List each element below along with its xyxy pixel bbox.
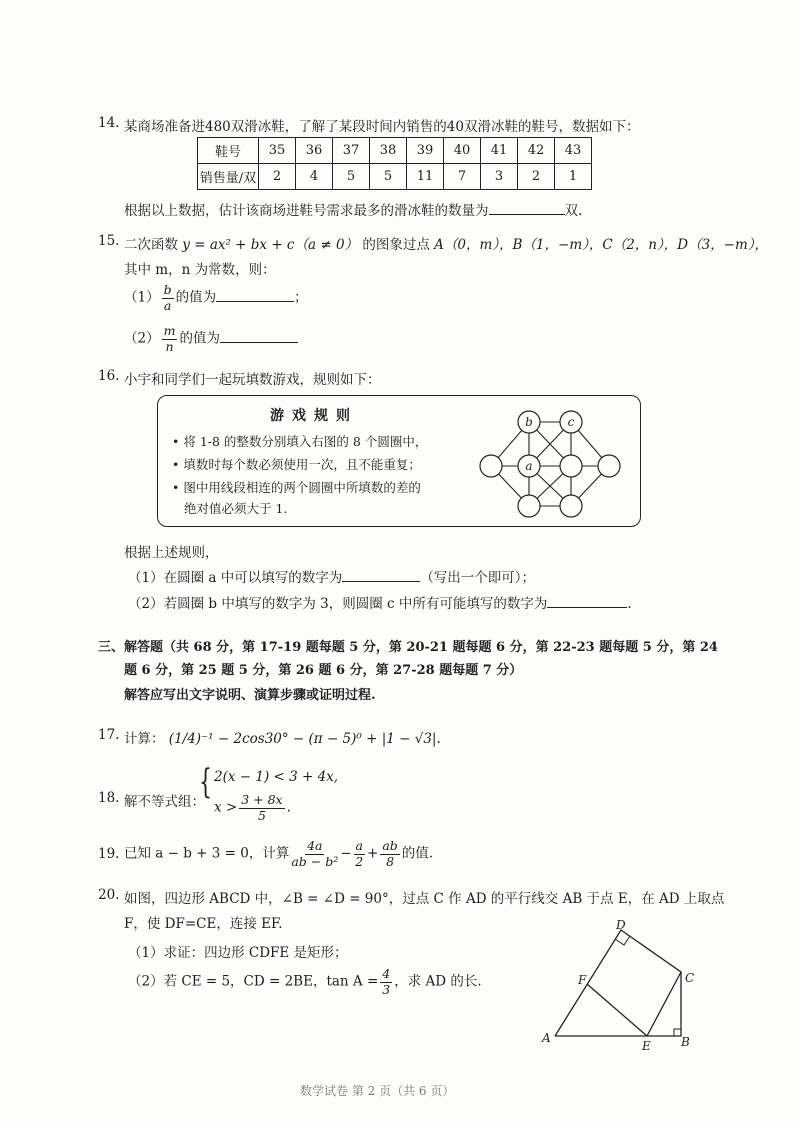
q20-line1: 如图，四边形 ABCD 中，∠B = ∠D = 90°，过点 C 作 AD 的平行线交 AB 于点 E，在 AD 上取点	[124, 891, 725, 907]
q19-pre: 已知 a − b + 3 = 0，计算	[124, 845, 290, 862]
denominator: 8	[386, 853, 395, 869]
table-cell: 5	[370, 164, 407, 190]
fraction	[380, 840, 399, 868]
denominator: a	[163, 297, 172, 313]
q16-after: 根据上述规则，	[124, 545, 219, 561]
table-row	[198, 164, 592, 190]
table-cell: 1	[555, 164, 592, 190]
q15-part2-text: 的值为	[179, 330, 220, 347]
answer-blank[interactable]	[216, 287, 294, 302]
q20-part1: （1）求证：四边形 CDFE 是矩形；	[128, 945, 348, 961]
segment-fe	[587, 984, 647, 1036]
q20-part2-post: ，求 AD 的长.	[394, 973, 482, 990]
numerator: 3 + 8x	[241, 792, 283, 807]
circle-node	[518, 495, 540, 517]
section3-heading: 三、解答题（共 68 分，第 17-19 题每题 5 分，第 20-21 题每题 6 分，第 22-23 题每题 5 分，第 24	[98, 640, 718, 655]
q15-part1-end: ；	[294, 289, 308, 306]
table-cell: 35	[259, 138, 296, 164]
q15-part2	[124, 325, 298, 353]
answer-blank[interactable]	[489, 200, 565, 215]
answer-blank[interactable]	[220, 328, 298, 343]
segment-ce	[647, 972, 681, 1036]
q17-label: 计算：	[124, 731, 165, 747]
point-label-a: A	[542, 1031, 551, 1045]
answer-blank[interactable]	[342, 567, 420, 582]
section3-heading-line2: 题 6 分，第 25 题 5 分，第 26 题 6 分，第 27-28 题每题 7 分）	[124, 663, 523, 678]
circle-node	[560, 495, 582, 517]
circle-node	[480, 455, 502, 477]
numerator: b	[163, 282, 172, 297]
operator: −	[340, 845, 352, 862]
table-cell: 39	[407, 138, 444, 164]
denominator: 3	[382, 981, 391, 997]
operator: +	[367, 845, 379, 862]
q15-mid: 的图象过点	[362, 237, 430, 253]
q16-part2	[128, 592, 632, 612]
system-brace: {	[199, 762, 212, 802]
rules-title: 游戏规则	[270, 408, 358, 424]
table-cell: 36	[296, 138, 333, 164]
table-cell: 37	[333, 138, 370, 164]
numerator: 4	[382, 966, 391, 981]
part-label: （1）	[124, 289, 160, 306]
quadrilateral-figure	[535, 918, 700, 1058]
label-c: c	[567, 415, 575, 429]
q18-inequality-2	[214, 794, 291, 822]
circle-node	[598, 455, 620, 477]
section3-instruction: 解答应写出文字说明、演算步骤或证明过程.	[124, 688, 376, 703]
circle-node	[560, 455, 582, 477]
point-label-e: E	[642, 1039, 651, 1053]
table-cell: 4	[296, 164, 333, 190]
table-row-label: 销售量/双	[198, 164, 259, 190]
q19-post: 的值.	[401, 845, 434, 862]
q18-number: 18.	[98, 790, 120, 806]
q16-part2-end: .	[627, 596, 632, 612]
point-label-c: C	[685, 971, 695, 985]
table-cell: 5	[333, 164, 370, 190]
table-cell: 2	[259, 164, 296, 190]
numerator: a	[355, 838, 363, 853]
label-b: b	[525, 415, 533, 429]
rule-item: • 填数时每个数必须使用一次，且不能重复；	[172, 457, 421, 472]
rule-item: • 将 1-8 的整数分别填入右图的 8 个圆圈中，	[172, 434, 428, 449]
label-a: a	[525, 459, 533, 473]
table-cell: 42	[518, 138, 555, 164]
q14-text: 某商场准备进480双滑冰鞋，了解了某段时间内销售的40双滑冰鞋的鞋号，数据如下：	[124, 119, 640, 135]
table-row-label: 鞋号	[198, 138, 259, 164]
q17-expression: (1/4)⁻¹ − 2cos30° − (π − 5)⁰ + |1 − √3|.	[168, 731, 441, 747]
fraction	[291, 840, 338, 868]
q14-question	[124, 199, 582, 219]
q20-line2: F，使 DF=CE，连接 EF.	[124, 916, 283, 932]
q15-part1-text: 的值为	[175, 289, 217, 306]
q16-part2-text: （2）若圆圈 b 中填写的数字为 3，则圆圈 c 中所有可能填写的数字为	[128, 596, 548, 612]
table-cell: 38	[370, 138, 407, 164]
denominator: n	[165, 338, 174, 354]
shoe-size-table	[197, 137, 592, 190]
fraction	[239, 794, 284, 822]
rule-item: 绝对值必须大于 1.	[184, 501, 288, 516]
table-cell: 41	[481, 138, 518, 164]
fraction-4-over-3	[380, 968, 392, 996]
q20-part2-pre: （2）若 CE = 5，CD = 2BE，tan A =	[128, 973, 379, 990]
q17-number: 17.	[98, 727, 120, 743]
fraction-b-over-a	[162, 284, 174, 312]
numerator: ab	[382, 838, 398, 853]
q15-line2: 其中 m，n 为常数，则：	[124, 262, 276, 278]
q14-question-text: 根据以上数据，估计该商场进鞋号需求最多的滑冰鞋的数量为	[124, 203, 489, 219]
q15-intro: 二次函数	[124, 237, 178, 253]
q15-part1	[124, 284, 308, 312]
q18-ineq2-end: .	[286, 799, 291, 816]
fraction	[354, 840, 365, 868]
table-row	[198, 138, 592, 164]
q18-inequality-1: 2(x − 1) < 3 + 4x,	[214, 769, 339, 785]
part-label: （2）	[124, 330, 160, 347]
q16-part1	[128, 566, 535, 586]
denominator: ab − b²	[291, 853, 339, 869]
answer-blank[interactable]	[547, 593, 627, 608]
q19-number: 19.	[98, 846, 120, 862]
denominator: 5	[257, 807, 266, 823]
table-cell: 40	[444, 138, 481, 164]
q20-part2	[128, 968, 482, 996]
point-label-b: B	[681, 1035, 690, 1049]
rule-item: • 图中用线段相连的两个圆圈中所填数的差的	[172, 480, 421, 495]
table-cell: 43	[555, 138, 592, 164]
q18-label: 解不等式组：	[124, 794, 205, 810]
q15-line1	[124, 233, 768, 253]
outline-abcd	[555, 930, 681, 1036]
table-cell: 3	[481, 164, 518, 190]
page-footer: 数学试卷 第 2 页（共 6 页）	[300, 1084, 455, 1098]
q15-number: 15.	[98, 233, 120, 249]
point-label-f: F	[578, 973, 587, 987]
q18-ineq2-left: x >	[214, 799, 238, 816]
q14-unit: 双.	[564, 203, 583, 219]
q20-number: 20.	[98, 887, 120, 903]
numerator: m	[163, 323, 176, 338]
q16-part1-end: （写出一个即可）；	[420, 570, 535, 586]
right-angle-b	[674, 1029, 681, 1036]
q16-number: 16.	[98, 368, 120, 384]
q16-text: 小宇和同学们一起玩填数游戏，规则如下：	[124, 372, 381, 388]
point-label-d: D	[616, 918, 626, 932]
right-angle-d	[615, 936, 630, 945]
q15-function: y = ax² + bx + c（a ≠ 0）	[182, 237, 359, 253]
table-cell: 11	[407, 164, 444, 190]
q14-number: 14.	[98, 115, 120, 131]
q15-points: A（0，m），B（1，−m），C（2，n），D（3，−m），	[434, 237, 769, 253]
table-cell: 2	[518, 164, 555, 190]
table-cell: 7	[444, 164, 481, 190]
fraction-m-over-n	[162, 325, 178, 353]
denominator: 2	[355, 853, 364, 869]
q16-part1-text: （1）在圆圈 a 中可以填写的数字为	[128, 570, 343, 586]
numerator: 4a	[307, 838, 323, 853]
q19-content	[124, 840, 433, 868]
circle-graph-diagram	[470, 405, 630, 520]
q17-content	[124, 727, 441, 747]
